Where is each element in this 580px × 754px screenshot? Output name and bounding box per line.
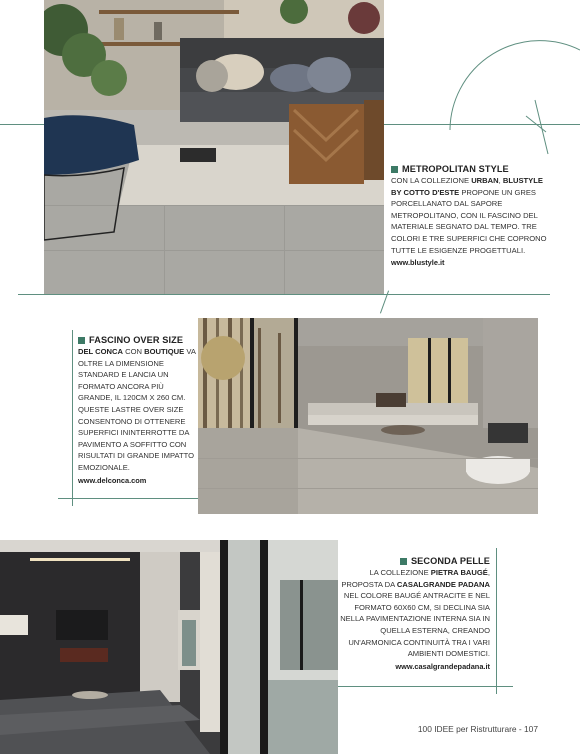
article-metropolitan-style (391, 163, 551, 269)
divider-line-fascino-bottom (58, 498, 198, 499)
title-text: METROPOLITAN STYLE (402, 164, 509, 174)
section-title (340, 555, 490, 567)
photo-metropolitan-living-room (44, 0, 384, 294)
article-fascino-over-size (78, 334, 196, 486)
article-seconda-pelle (340, 555, 490, 672)
body-text: NEL COLORE BAUGÉ ANTRACITE E NEL FORMATO 60X60 CM, SI DECLINA SIA NELLA PAVIMENTAZIONE INTERNA SIA IN QUELLA ESTERNA, CREANDO UN'ARMONICA CONTINUITÀ TRA I VARI AMBIENTI DOMESTICI. (340, 591, 490, 659)
body-text: PROPONE UN GRES PORCELLANATO DAL SAPORE METROPOLITANO, CON IL FASCINO DEL MATERIALE SEGNATO DAL TEMPO. TRE COLORI E TRE SUPERFICI CHE COPRONO TUTTE LE ESIGENZE PROGETTUALI. (391, 187, 547, 255)
divider-line-seconda-bottom (338, 686, 513, 687)
article-body (78, 346, 196, 474)
body-text: VA OLTRE LA DIMENSIONE STANDARD E LANCIA UN FORMATO ANCORA PIÙ GRANDE, IL 120CM X 260 CM. QUESTE LASTRE OVER SIZE CONSENTONO DI OTTENERE SUPERFICI ININTERROTTE DA PAVIMENTO A SOFFITTO CON RISULTATI DI GRANDE IMPATTO EMOZIONALE. (78, 347, 196, 472)
title-text: SECONDA PELLE (410, 556, 490, 566)
body-text: , PROPOSTA DA (341, 568, 490, 589)
website-link[interactable]: www.blustyle.it (391, 258, 445, 268)
website-link[interactable]: www.delconca.com (78, 475, 147, 485)
decorative-arc (440, 20, 580, 160)
divider-line-seconda-vertical (496, 548, 497, 694)
divider-line-metro-bottom (18, 294, 550, 295)
title-text: FASCINO OVER SIZE (89, 335, 184, 345)
collection-name: BOUTIQUE (144, 347, 185, 356)
photo-seconda-pelle-hallway (0, 540, 338, 754)
body-text: CON LA COLLEZIONE (391, 176, 472, 185)
website-link[interactable]: www.casalgrandepadana.it (395, 661, 490, 671)
brand-name: DEL CONCA (78, 347, 124, 356)
section-title (391, 163, 551, 175)
magazine-name: 100 IDEE per Ristrutturare - (417, 724, 525, 734)
article-body (340, 567, 490, 660)
collection-name: URBAN (471, 176, 499, 185)
body-text: , (498, 176, 503, 185)
accent-square-icon (391, 166, 398, 173)
brand-name: BLUSTYLE BY COTTO D'ESTE (391, 176, 543, 197)
page-number: 107 (524, 724, 538, 734)
body-text: LA COLLEZIONE (369, 568, 431, 577)
body-text: CON (123, 347, 145, 356)
collection-name: PIETRA BAUGÉ (430, 568, 488, 577)
section-title (78, 334, 196, 346)
accent-square-icon (78, 337, 85, 344)
photo-fascino-over-size-room (198, 318, 538, 514)
accent-square-icon (400, 558, 407, 565)
brand-name: CASALGRANDE PADANA (396, 579, 490, 589)
divider-line-top-left (0, 124, 44, 125)
article-body (391, 175, 551, 256)
page-footer (418, 724, 538, 734)
divider-line-fascino-vertical (72, 330, 73, 506)
